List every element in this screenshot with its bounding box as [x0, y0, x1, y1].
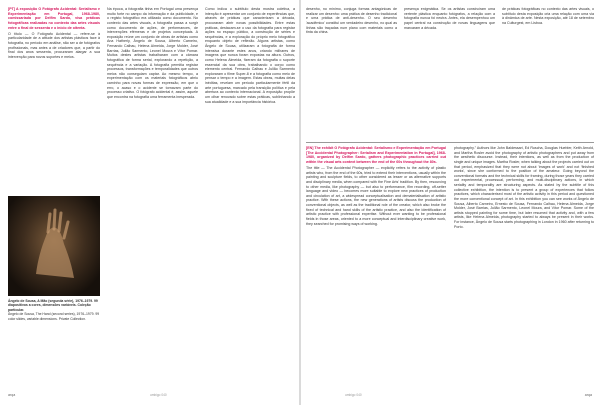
pt-column-2: [107, 7, 198, 385]
pt-column-5: [404, 7, 495, 143]
right-running-head: umbigo 040: [345, 393, 362, 397]
page-gutter: [299, 0, 301, 405]
pt-lead-paragraph: [PT] A exposição O Fotógrafo Acidental: Serialismo e Experimentação em Portugal, 1968-1980, comissariada por Delfim Sardo, visa práticas fotográficas realizadas no contexto das artes visuais entre o final de sessenta e o início de oitenta.: [8, 7, 100, 30]
right-folio: arqa: [584, 393, 592, 397]
en-lead-paragraph: [EN] The exhibit O Fotógrafo Acidental: Serialismo e Experimentação em Portugal [The Accidental Photographer: Serialism and Experimentation in Portugal], 1968-1980, organized by Delfim Sardo, gathers photographic practices carried out within the visual arts context between the end of the 60s throughout the 80s.: [306, 146, 446, 164]
hand-artwork-image: [8, 196, 100, 296]
section-divider: [306, 142, 594, 143]
en-column-2-text: photography." Authors like John Baldessari, Ed Ruscha, Douglas Huebler, Keith Arnold, and Martha Rosler avoid the photography of artistic photographers and put away from the aesthetic discourse. Instead, their intentions, as well as from the production of single and unique images. Martha Rosler, when talking about the projects carried out on that period, emphasized that they were not about 'images of work' and not 'finished works', since she conformed to the position of the amateur. Going beyond the conventional formats and the technical skills for framing, during those years they carried out experimental, processual, performing, and multi-disciplinary actions, in which seriality and temporality are structuring aspects. As stated by the subtitle of this collective exhibition, the intention is to present a group of experiences that follow practices, which characterised most of the artistic activity in this period and questioned the more conventional concept of art. In this exhibition you can see works of Ângelo de Sousa, Alberto Carneiro, Ernesto de Sousa, Fernando Calhau, Helena Almeida, Jorge Molder, José Barrias, Julião Sarmento, Leonel Moura, and Vítor Pomar. Some of the artists stopped painting for some time, but later resumed that activity and, with a few artists, like Helena Almeida, photography started to always be present in their works. For instance, Ângelo de Sousa starts photographing in London in 1960 after returning to Porto.: [454, 146, 594, 229]
en-column-1-text: The title — The Accidental Photographer — explicitly refers to the activity of plastic artists who, from the end of the 60s, tried to extend their interventions, usually within the painting and sculpture fields, to other considered as lesser or as alternative supports and disciplinary media, when compared with the Fine Arts' tradition. By then, resourcing to other media, like photography — but also to performance, film recording, off-setter language and video — becomes more suitable to explore new practices of production and circulation of art, a widespread conceptualisation and dematerialisation of artistic practice. With these actions, the new generations of artists discuss the production of conventional objects, as well as the traditional role of the creator, which also broke the fixed of technical and hand skills of the artistic practice, and also the identification of artistic practice with professional expertise. Without ever wanting to be professional fields in those areas, oriented to a more conceptual and interdisciplinary creative work, they searched for promising ways of working.: [306, 166, 446, 226]
pt-column-1-text: O título — O Fotógrafo Acidental — refere-se à particularidade de a atitude dos artistas plásticos face à fotografia, no período em análise, não ser a de fotógrafos profissionais, mas antes a de criadores que, a partir do final dos anos sessenta, procuraram alargar a sua intervenção para novos suportes e meios.: [8, 31, 100, 59]
photo-caption: [8, 299, 100, 321]
caption-en: Ângelo de Sousa, The Hand (second series), 1976–1979. 99 color slides, variable dimensions. Private Collection.: [8, 312, 100, 321]
pt-column-4-text: desenho, no mínimo, conjuga formas antagónicas de realizar um desenho: uma prática de desenho tradicional e uma prática de anti-desenho. O seu desenho 'acadêmico' constitui um verdadeiro desenho, no qual as linhas são traçadas num plano com materiais como a tinta da china.: [306, 7, 397, 35]
pt-column-6: [502, 7, 594, 143]
pt-column-5-text: presença enigmática. Se os artistas construíram uma vertente plástica enquanto fotógrafos, a relação com a fotografia nunca foi neutra. Antes, ela desempenhou um papel central na construção de novas linguagens que marcaram a década.: [404, 7, 495, 30]
pt-column-1: [8, 7, 100, 192]
pt-column-6-text: de práticas fotográficas no contexto das artes visuais, o subtítulo desta exposição cria uma relação com uma via à dinâmica de arte. Nesta exposição, até 18 de setembro na Culturgest, em Lisboa.: [502, 7, 594, 25]
caption-pt: Ângelo de Sousa, A Mão (segunda série), 1976–1979. 99 diapositivos a cores, dimensões variáveis. Coleção particular.: [8, 299, 98, 312]
pt-column-3-text: Como indica o subtítulo desta mostra coletiva, a intenção é apresentar um conjunto de experiências que, através de práticas que caracterizam a década, procuraram abrir novas possibilidades. Entre estas práticas, destacam-se o uso da fotografia para registar ações no espaço público, a construção de séries e sequências, e a exploração do próprio meio fotográfico enquanto objeto de reflexão. Alguns artistas, como Ângelo de Sousa, utilizaram a fotografia de forma intensiva durante estes anos, criando milhares de imagens que nunca foram expostas na altura. Outros, como Helena Almeida, fizeram da fotografia o suporte essencial da sua obra, trabalhando o corpo como elemento central. Fernando Calhau e Julião Sarmento exploraram o filme Super-8 e a fotografia como meio de pensar o tempo e a imagem. Estas obras, muitas delas inéditas, revelam um período particularmente fértil da arte portuguesa, marcado pela transição política e pela abertura ao contexto internacional. A exposição propõe um olhar renovado sobre estas práticas, sublinhando a sua atualidade e a sua importância histórica.: [205, 7, 295, 104]
left-folio: arqa: [8, 393, 16, 397]
pt-column-2-text: Na época, a fotografia tinha em Portugal uma presença muito forte no campo da informação e da publicidade, e o registo fotográfico era utilizado como documento. No contexto das artes visuais, a fotografia passa a surgir como documento de ações, de performances, de intervenções efémeras e de projetos conceptuais. A exposição reúne um conjunto de obras de artistas como Ana Hatherly, Ângelo de Sousa, Alberto Carneiro, Fernando Calhau, Helena Almeida, Jorge Molder, José Barrias, Julião Sarmento, Leonel Moura e Vítor Pomar. Muitos destes artistas trabalharam com a câmara fotográfica de forma serial, explorando a repetição, a sequência e a variação. A fotografia permitia registar processos, transformações e temporalidades que outros meios não conseguiam captar. Ao mesmo tempo, a experimentação com os materiais fotográficos abriu caminho para novas formas de expressão, em que o erro, o acaso e o acidente se tornavam parte do processo criativo. O fotógrafo acidental é, assim, aquele que encontra na fotografia uma ferramenta inesperada.: [107, 7, 198, 99]
left-running-head: umbigo 040: [150, 393, 167, 397]
en-column-1: [306, 146, 446, 382]
artwork-photo: [8, 196, 100, 296]
pt-column-4: [306, 7, 397, 143]
pt-column-3: [205, 7, 295, 385]
en-column-2: [454, 146, 594, 382]
